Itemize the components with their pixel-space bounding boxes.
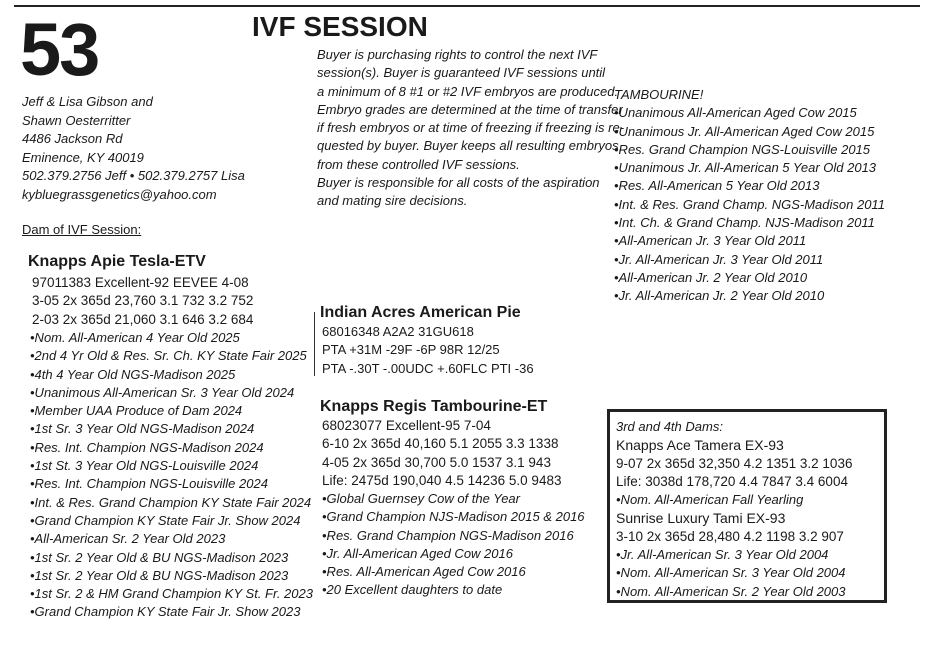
granddam-honors-list [322,490,585,600]
tambourine-honor: •Int. & Res. Grand Champ. NGS-Madison 2011 [614,196,885,212]
fourth-dam-honor: •Nom. All-American Sr. 3 Year Old 2004 [616,565,846,581]
tambourine-honor: •Res. Grand Champion NGS-Louisville 2015 [614,141,871,157]
granddam-records [322,417,561,490]
granddam-record-line: Life: 2475d 190,040 4.5 14236 5.0 9483 [322,472,562,488]
dam-honor: •1st Sr. 2 & HM Grand Champion KY St. Fr. 2023 [30,586,313,602]
dam-records [32,274,253,329]
dam-honor: •Int. & Res. Grand Champion KY State Fair 2024 [30,494,312,510]
fourth-dam-honor: •Nom. All-American Sr. 2 Year Old 2003 [616,583,846,599]
sire-info-line: PTA -.30T -.00UDC +.60FLC PTI -36 [322,360,534,376]
dam-honor: •Nom. All-American 4 Year Old 2025 [30,330,240,345]
terms-line: session(s). Buyer is guaranteed IVF sessions until [317,65,606,81]
third-dam-record: Life: 3038d 178,720 4.4 7847 3.4 6004 [616,473,848,489]
fourth-dam-name: Sunrise Luxury Tami EX-93 [616,510,786,527]
dam-of-label: Dam of IVF Session: [22,222,142,237]
dam-honor: •Grand Champion KY State Fair Jr. Show 2024 [30,512,301,528]
dam-record-line: 3-05 2x 365d 23,760 3.1 732 3.2 752 [32,293,254,309]
tambourine-honors-list [614,104,885,305]
terms-line: and mating sire decisions. [317,193,468,209]
granddam-honor: •Jr. All-American Aged Cow 2016 [322,545,513,561]
terms-line: Buyer is purchasing rights to control the next IVF [317,47,598,62]
granddam-honor: •Global Guernsey Cow of the Year [322,491,520,506]
terms-line: a minimum of 8 #1 or #2 IVF embryos are produced. [317,83,619,99]
granddam-record-line: 6-10 2x 365d 40,160 5.1 2055 3.3 1338 [322,436,559,452]
tambourine-honor: •Unanimous Jr. All-American Aged Cow 2015 [614,123,875,139]
dam-honor: •1st Sr. 2 Year Old & BU NGS-Madison 2023 [30,567,289,583]
page-title: IVF SESSION [252,11,428,42]
tambourine-honor: •Jr. All-American Jr. 3 Year Old 2011 [614,251,824,267]
sire-info-line: 68016348 A2A2 31GU618 [322,324,474,339]
dam-record-line: 2-03 2x 365d 21,060 3.1 646 3.2 684 [32,311,254,327]
tambourine-honor: •Unanimous All-American Aged Cow 2015 [614,105,857,121]
consignor-line: Eminence, KY 40019 [22,149,144,165]
granddam-honor: •Res. Grand Champion NGS-Madison 2016 [322,527,574,543]
consignor-line: Shawn Oesterritter [22,112,131,128]
granddam-record-line: 68023077 Excellent-95 7-04 [322,418,491,433]
dam-name: Knapps Apie Tesla-ETV [28,253,206,270]
terms-line: Embryo grades are determined at the time of transfer [317,101,623,117]
terms-line: quested by buyer. Buyer keeps all resulting embryos [317,138,619,154]
dam-honor: •1st St. 3 Year Old NGS-Louisville 2024 [30,458,259,474]
dam-honor: •All-American Sr. 2 Year Old 2023 [30,531,226,547]
sire-info [322,323,534,378]
third-dam-honor: •Nom. All-American Fall Yearling [616,492,804,508]
consignor-phone: 502.379.2756 Jeff • 502.379.2757 Lisa [22,168,245,184]
consignor-email: kybluegrassgenetics@yahoo.com [22,186,217,202]
tambourine-honor: •Unanimous Jr. All-American 5 Year Old 2013 [614,160,877,176]
granddam-record-line: 4-05 2x 365d 30,700 5.0 1537 3.1 943 [322,454,551,470]
dam-honors-list [30,329,313,622]
dam-honor: •Res. Int. Champion NGS-Louisville 2024 [30,476,268,492]
tambourine-honor: •All-American Jr. 3 Year Old 2011 [614,233,807,249]
dams-box-content [616,418,852,601]
lot-number: 53 [20,8,99,91]
tambourine-honor: •Res. All-American 5 Year Old 2013 [614,178,820,194]
fourth-dam-record: 3-10 2x 365d 28,480 4.2 1198 3.2 907 [616,528,844,544]
tambourine-honor: •Int. Ch. & Grand Champ. NJS-Madison 2011 [614,215,875,231]
tambourine-section [614,86,885,306]
consignor-line: 4486 Jackson Rd [22,131,123,147]
sire-divider [314,312,315,376]
dam-honor: •Unanimous All-American Sr. 3 Year Old 2024 [30,384,295,400]
dam-honor: •Member UAA Produce of Dam 2024 [30,403,243,419]
third-dam-record: 9-07 2x 365d 32,350 4.2 1351 3.2 1036 [616,455,853,471]
granddam-honor: •20 Excellent daughters to date [322,582,503,598]
fourth-dam-honor: •Jr. All-American Sr. 3 Year Old 2004 [616,547,829,563]
dam-honor: •1st Sr. 2 Year Old & BU NGS-Madison 2023 [30,549,289,565]
terms-line: from these controlled IVF sessions. [317,156,520,172]
tambourine-honor: •All-American Jr. 2 Year Old 2010 [614,269,808,285]
tambourine-honor: •Jr. All-American Jr. 2 Year Old 2010 [614,288,825,304]
dam-honor: •2nd 4 Yr Old & Res. Sr. Ch. KY State Fair 2025 [30,348,307,364]
tambourine-heading: TAMBOURINE! [614,87,704,102]
sire-name: Indian Acres American Pie [320,304,521,321]
dam-honor: •Res. Int. Champion NGS-Madison 2024 [30,439,264,455]
consignor-info [22,93,245,205]
dams-box-heading: 3rd and 4th Dams: [616,419,723,434]
dam-record-line: 97011383 Excellent-92 EEVEE 4-08 [32,275,249,290]
dam-honor: •4th 4 Year Old NGS-Madison 2025 [30,366,236,382]
terms-text [317,46,625,211]
granddam-honor: •Grand Champion NJS-Madison 2015 & 2016 [322,509,585,525]
dam-honor: •Grand Champion KY State Fair Jr. Show 2023 [30,604,301,620]
dam-honor: •1st Sr. 3 Year Old NGS-Madison 2024 [30,421,255,437]
consignor-line: Jeff & Lisa Gibson and [22,94,153,109]
terms-line: if fresh embryos or at time of freezing if freezing is re- [317,120,625,136]
top-rule [14,5,920,7]
third-dam-name: Knapps Ace Tamera EX-93 [616,437,784,454]
granddam-honor: •Res. All-American Aged Cow 2016 [322,564,526,580]
terms-line: Buyer is responsible for all costs of the aspiration [317,175,600,191]
granddam-name: Knapps Regis Tambourine-ET [320,398,548,415]
sire-info-line: PTA +31M -29F -6P 98R 12/25 [322,342,500,358]
